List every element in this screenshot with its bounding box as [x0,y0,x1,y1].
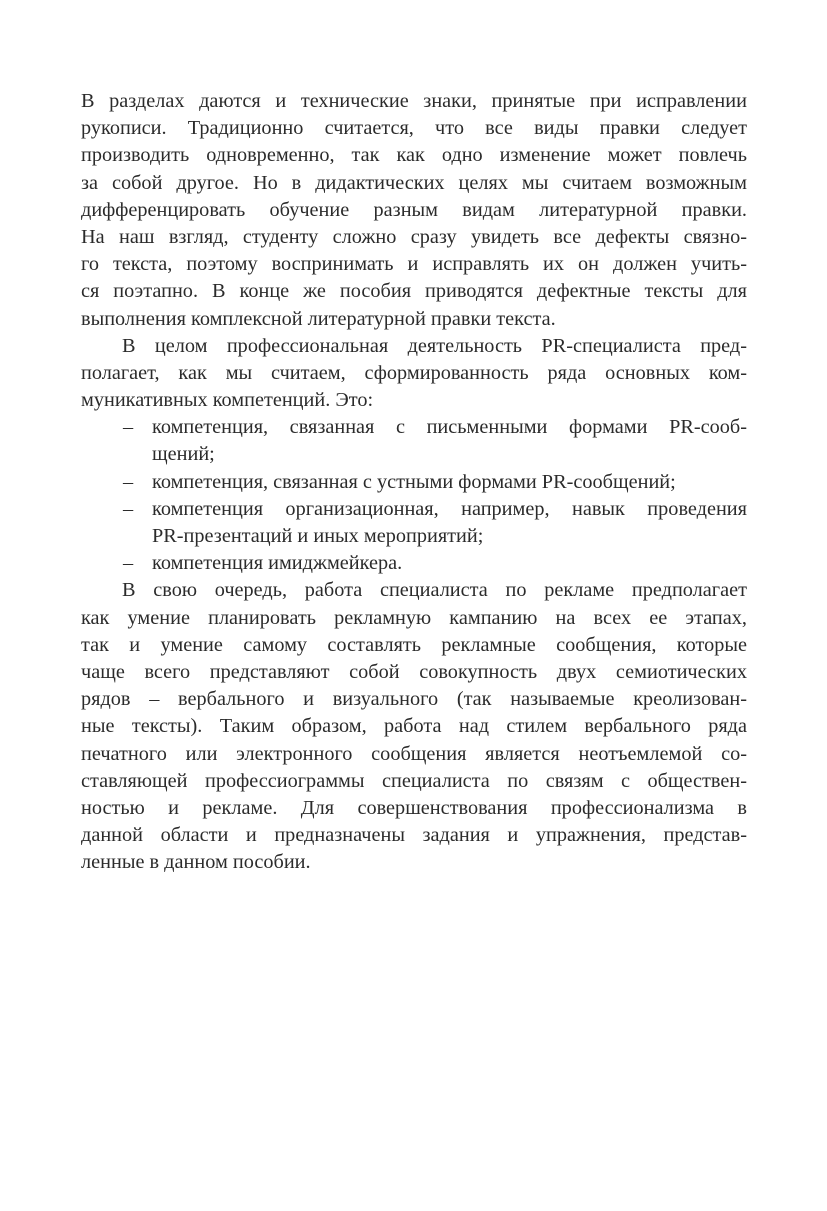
text-line: печатного или электронного сообщения является неотъемлемой со- [81,742,747,765]
text-line: производить одновременно, так как одно изменение может повлечь [81,144,747,167]
paragraph-1 [81,88,747,333]
text-line: ленные в данном пособии. [81,851,311,874]
text-line: данной области и предназначены задания и упражнения, представ- [81,824,747,847]
paragraph-2 [81,333,747,415]
dash-marker: – [123,470,134,493]
dash-marker: – [123,497,134,520]
dash-marker: – [123,552,134,575]
list-item-text: компетенция организационная, например, навык проведения [152,497,747,520]
dash-marker: – [123,416,134,439]
text-line: чаще всего представляют собой совокупность двух семиотических [81,660,747,683]
text-line: В разделах даются и технические знаки, принятые при исправлении [81,90,747,112]
text-line: В целом профессиональная деятельность PR-специалиста пред- [122,334,747,357]
text-line: так и умение самому составлять рекламные сообщения, которые [81,633,747,656]
page-body [81,88,747,876]
paragraph-3 [81,577,747,876]
list-item-text: компетенция, связанная с письменными формами PR-сооб- [152,416,747,439]
list-item-text: PR-презентаций и иных мероприятий; [152,525,484,547]
text-line: как умение планировать рекламную кампанию на всех ее этапах, [81,606,747,629]
text-line: На наш взгляд, студенту сложно сразу увидеть все дефекты связно- [81,225,747,248]
list-item [81,414,747,468]
text-line: муникативных компетенций. Это: [81,389,374,412]
text-line: дифференцировать обучение разным видам литературной правки. [81,198,747,221]
list-item-text: компетенция имиджмейкера. [152,552,403,575]
list-item [81,469,747,496]
text-line: за собой другое. Но в дидактических целях мы считаем возможным [81,171,747,194]
text-line: ставляющей профессиограммы специалиста по связям с обществен- [81,769,747,792]
text-line: В свою очередь, работа специалиста по рекламе предполагает [122,579,747,602]
text-line: выполнения комплексной литературной правки текста. [81,307,556,330]
list-item [81,496,747,550]
text-line: ностью и рекламе. Для совершенствования профессионализма в [81,796,747,819]
competency-list [81,414,747,577]
list-item [81,550,747,577]
text-line: рядов – вербального и визуального (так называемые креолизован- [81,688,747,711]
list-item-text: компетенция, связанная с устными формами PR-сообщений; [152,470,676,493]
text-line: ные тексты). Таким образом, работа над стилем вербального ряда [81,715,747,738]
text-line: ся поэтапно. В конце же пособия приводятся дефектные тексты для [81,280,747,303]
text-line: рукописи. Традиционно считается, что все виды правки следует [81,117,747,140]
text-line: полагает, как мы считаем, сформированность ряда основных ком- [81,361,747,384]
list-item-text: щений; [152,443,215,466]
text-line: го текста, поэтому воспринимать и исправлять их он должен учить- [81,253,747,276]
